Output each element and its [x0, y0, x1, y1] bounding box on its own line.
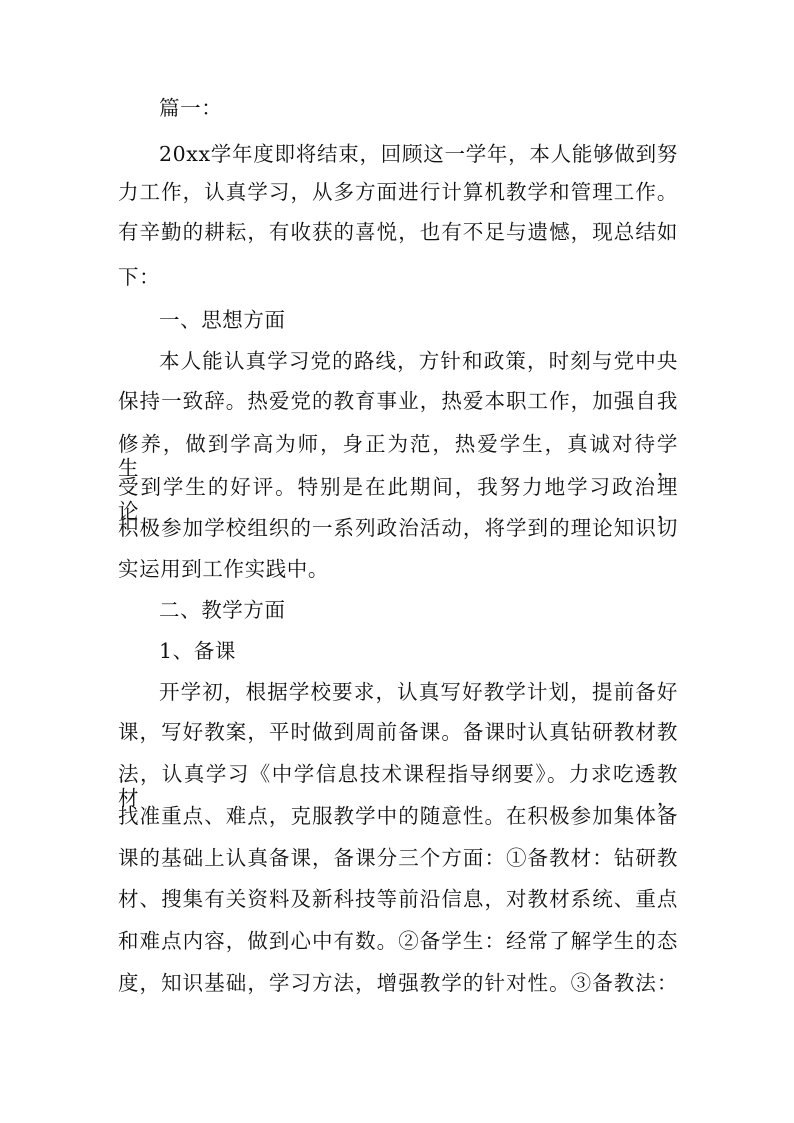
section-heading-thought: 一、思想方面	[159, 308, 286, 332]
paragraph-line: 课的基础上认真备课，备课分三个方面：①备教材：钻研教	[118, 846, 678, 870]
paragraph-line: 找准重点、难点，克服教学中的随意性。在积极参加集体备	[118, 804, 678, 828]
paragraph-line: 法，认真学习《中学信息技术课程指导纲要》。力求吃透教材，	[118, 762, 678, 810]
paragraph-line: 积极参加学校组织的一系列政治活动，将学到的理论知识切	[118, 516, 678, 540]
paragraph-line: 开学初，根据学校要求，认真写好教学计划，提前备好	[159, 680, 678, 704]
paragraph-line: 本人能认真学习党的路线，方针和政策，时刻与党中央	[159, 349, 678, 373]
subsection-heading-lesson-prep: 1、备课	[159, 639, 236, 663]
heading-part-one: 篇一：	[159, 96, 223, 120]
paragraph-line: 度，知识基础，学习方法，增强教学的针对性。③备教法：	[118, 971, 678, 995]
paragraph-line: 有辛勤的耕耘，有收获的喜悦，也有不足与遗憾，现总结如	[118, 220, 678, 244]
paragraph-line: 力工作，认真学习，从多方面进行计算机教学和管理工作。	[118, 180, 678, 204]
paragraph-line: 实运用到工作实践中。	[118, 557, 329, 581]
paragraph-line: 下：	[118, 265, 161, 289]
paragraph-line: 课，写好教案，平时做到周前备课。备课时认真钻研教材教	[118, 720, 678, 744]
paragraph-line: 和难点内容，做到心中有数。②备学生：经常了解学生的态	[118, 929, 678, 953]
paragraph-line: 受到学生的好评。特别是在此期间，我努力地学习政治理论，	[118, 475, 678, 523]
section-heading-teaching: 二、教学方面	[159, 598, 286, 622]
paragraph-line: 20xx学年度即将结束，回顾这一学年，本人能够做到努	[159, 142, 678, 166]
paragraph-line: 材、搜集有关资料及新科技等前沿信息，对教材系统、重点	[118, 887, 678, 911]
paragraph-line: 保持一致辞。热爱党的教育事业，热爱本职工作，加强自我	[118, 389, 678, 413]
paragraph-line: 修养，做到学高为师，身正为范，热爱学生，真诚对待学生，	[118, 432, 678, 480]
